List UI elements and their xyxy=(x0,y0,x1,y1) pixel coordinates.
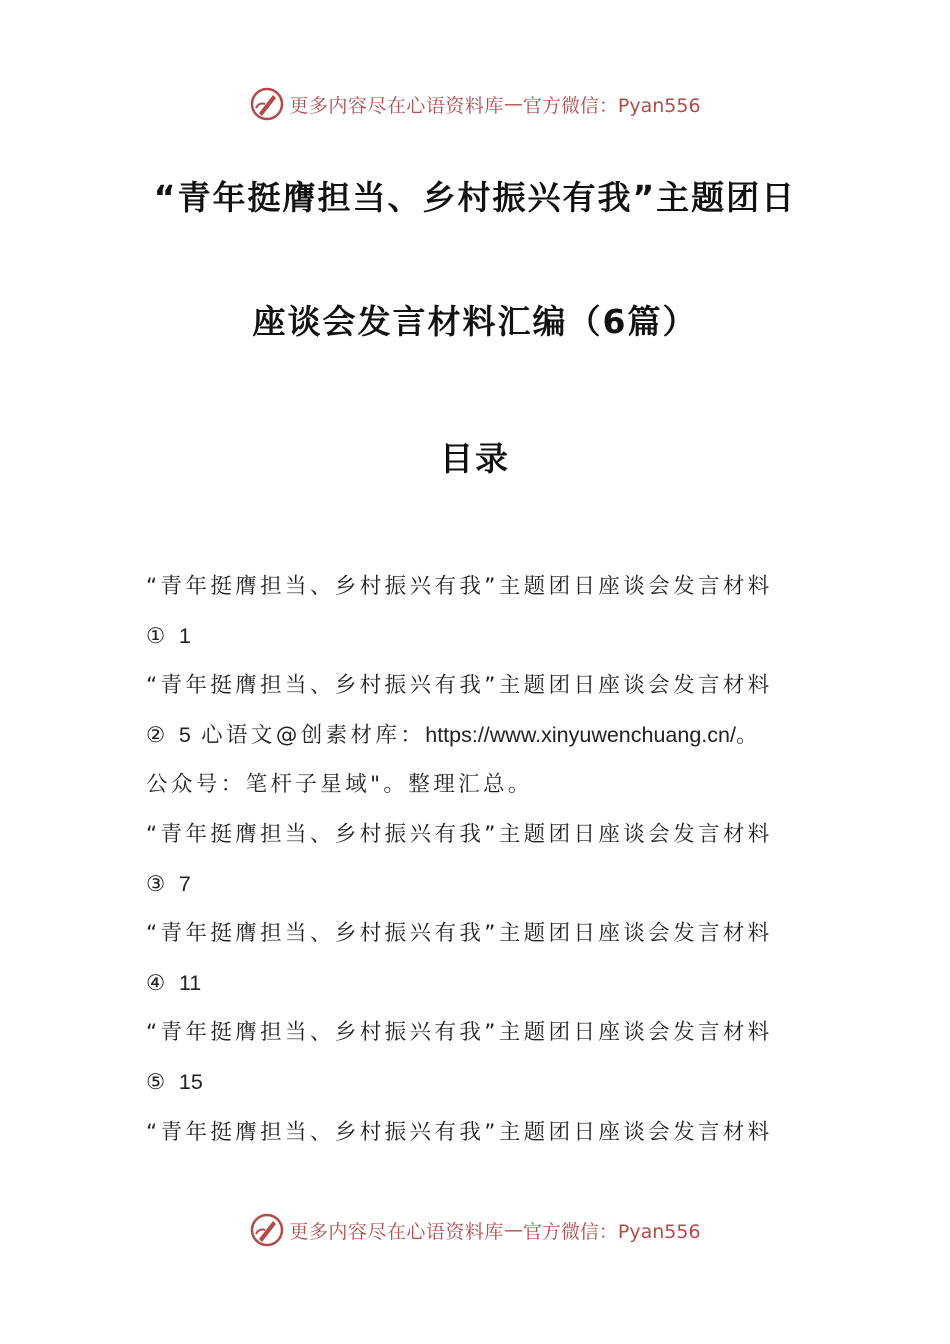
toc-entry-title[interactable]: “青年挺膺担当、乡村振兴有我”主题团日座谈会发言材料 xyxy=(146,574,773,599)
toc-marker: ① xyxy=(146,623,169,649)
toc-note-url[interactable]: https://www.xinyuwenchuang.cn/ xyxy=(425,722,736,747)
toc-note-prefix: 心语文@创素材库： xyxy=(201,722,426,748)
toc-page-number: 5 xyxy=(178,722,191,747)
toc-entry-number[interactable] xyxy=(146,612,816,662)
toc-marker: ④ xyxy=(146,970,169,996)
toc-page-number: 15 xyxy=(178,1069,203,1094)
toc-entry-number[interactable] xyxy=(146,959,816,1009)
banner-wechat: 官方微信：Pyan556 xyxy=(522,1220,701,1243)
toc-entry-title[interactable]: “青年挺膺担当、乡村振兴有我”主题团日座谈会发言材料 xyxy=(146,1020,773,1046)
header-banner xyxy=(0,84,950,124)
pen-nib-icon xyxy=(249,86,285,122)
table-of-contents xyxy=(146,562,816,1157)
toc-page-number: 7 xyxy=(178,871,191,896)
pen-nib-icon xyxy=(249,1212,285,1248)
footer-banner xyxy=(0,1210,950,1250)
banner-separator: — xyxy=(503,93,523,115)
toc-entry-title[interactable]: “青年挺膺担当、乡村振兴有我”主题团日座谈会发言材料 xyxy=(146,673,773,699)
toc-note-line: 公众号：笔杆子星域"。整理汇总。 xyxy=(146,772,533,798)
toc-entry-title[interactable]: “青年挺膺担当、乡村振兴有我”主题团日座谈会发言材料 xyxy=(146,821,773,847)
toc-marker: ③ xyxy=(146,871,169,897)
toc-note-suffix: 。 xyxy=(735,722,761,748)
banner-wechat: 官方微信：Pyan556 xyxy=(522,94,701,117)
toc-marker: ② xyxy=(146,722,169,748)
toc-heading: 目录 xyxy=(440,439,510,478)
toc-entry-number[interactable] xyxy=(146,711,816,761)
banner-text: 更多内容尽在心语资料库 xyxy=(289,94,504,117)
toc-page-number: 11 xyxy=(178,970,202,995)
toc-entry-title[interactable]: “青年挺膺担当、乡村振兴有我”主题团日座谈会发言材料 xyxy=(146,921,773,947)
document-title-line1: “青年挺膺担当、乡村振兴有我”主题团日 xyxy=(153,178,797,217)
banner-text: 更多内容尽在心语资料库 xyxy=(289,1220,504,1243)
toc-page-number: 1 xyxy=(178,623,191,648)
toc-marker: ⑤ xyxy=(146,1069,169,1095)
banner-separator: — xyxy=(503,1219,523,1241)
document-title-line2: 座谈会发言材料汇编（6篇） xyxy=(252,302,698,341)
toc-entry-title[interactable]: “青年挺膺担当、乡村振兴有我”主题团日座谈会发言材料 xyxy=(146,1119,773,1145)
toc-entry-number[interactable] xyxy=(146,1058,816,1108)
toc-entry-number[interactable] xyxy=(146,860,816,910)
